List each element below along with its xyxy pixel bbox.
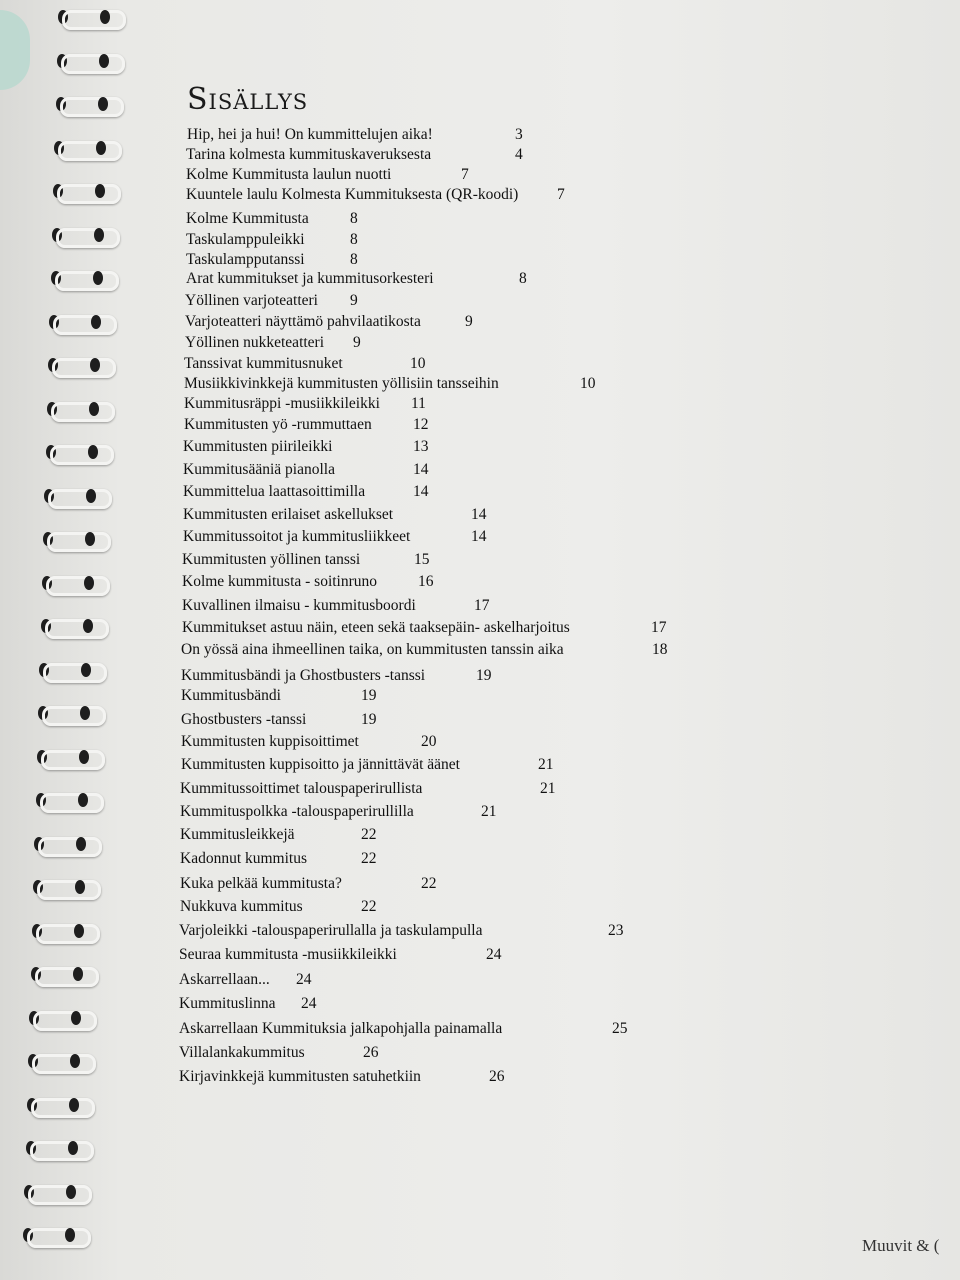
toc-entry-title: Varjoteatteri näyttämö pahvilaatikosta (185, 313, 421, 330)
toc-entry-title: Kummitukset astuu näin, eteen sekä taaksepäin- askelharjoitus (182, 619, 570, 636)
toc-entry-page: 8 (350, 231, 358, 248)
toc-entry (180, 850, 377, 868)
toc-entry-page: 8 (519, 270, 527, 287)
toc-entry (186, 146, 523, 164)
toc-entry (183, 461, 429, 479)
toc-entry-title: Taskulampputanssi (186, 251, 305, 268)
toc-entry-page: 9 (353, 334, 361, 351)
toc-entry-title: Yöllinen varjoteatteri (185, 292, 318, 309)
toc-entry (186, 231, 358, 249)
toc-entry-page: 8 (350, 251, 358, 268)
toc-entry (182, 597, 490, 615)
toc-entry-page: 10 (580, 375, 596, 392)
toc-entry-title: Kuvallinen ilmaisu - kummitusboordi (182, 597, 416, 614)
toc-entry (186, 210, 358, 228)
toc-entry (182, 551, 430, 569)
toc-entry-title: Kolme kummitusta - soitinruno (182, 573, 378, 590)
binding-ring (34, 789, 104, 811)
toc-entry-page: 17 (474, 597, 490, 614)
binding-ring (39, 615, 109, 637)
spiral-binding (0, 0, 130, 1280)
toc-entry-title: Askarrellaan... (179, 971, 270, 988)
toc-entry-title: Kummitussoittimet talouspaperirullista (180, 780, 423, 797)
toc-entry-page: 17 (651, 619, 667, 636)
toc-entry-page: 19 (361, 711, 377, 728)
toc-entry-title: Kummitusääniä pianolla (183, 461, 335, 478)
binding-ring (40, 572, 110, 594)
toc-entry (185, 292, 358, 310)
toc-entry-page: 13 (413, 438, 429, 455)
binding-ring (31, 876, 101, 898)
toc-entry-title: Nukkuva kummitus (180, 898, 303, 915)
binding-ring (37, 659, 107, 681)
toc-entry-title: Kummitusleikkejä (180, 826, 295, 843)
toc-entry-title: Tanssivat kummitusnuket (184, 355, 343, 372)
toc-entry-title: Askarrellaan Kummituksia jalkapohjalla painamalla (179, 1020, 503, 1037)
toc-entry-title: Kummituspolkka -talouspaperirullilla (180, 803, 414, 820)
toc-entry-title: Kummitusten yöllinen tanssi (182, 551, 361, 568)
toc-entry-title: Varjoleikki -talouspaperirullalla ja taskulampulla (179, 922, 483, 939)
toc-entry (183, 438, 429, 456)
toc-entry-title: Kummitusten yö -rummuttaen (184, 416, 372, 433)
toc-entry-title: Kummitusräppi -musiikkileikki (184, 395, 380, 412)
toc-entry-title: Kirjavinkkejä kummitusten satuhetkiin (179, 1068, 421, 1085)
binding-ring (46, 354, 116, 376)
toc-entry (187, 126, 523, 144)
binding-ring (42, 485, 112, 507)
toc-entry (186, 251, 358, 269)
binding-ring (36, 702, 106, 724)
toc-entry-page: 19 (361, 687, 377, 704)
binding-ring (21, 1224, 91, 1246)
toc-entry (184, 416, 429, 434)
toc-entry-page: 14 (471, 528, 487, 545)
toc-entry-page: 22 (421, 875, 437, 892)
toc-entry-title: Kummitusten erilaiset askellukset (183, 506, 394, 523)
toc-entry-title: On yössä aina ihmeellinen taika, on kummitusten tanssin aika (181, 641, 564, 658)
binding-ring (25, 1094, 95, 1116)
toc-entry-title: Kummitusbändi (181, 687, 281, 704)
toc-entry-page: 25 (612, 1020, 628, 1037)
binding-ring (27, 1007, 97, 1029)
toc-entry-page: 15 (414, 551, 430, 568)
toc-entry-title: Arat kummitukset ja kummitusorkesteri (186, 270, 434, 287)
toc-entry-page: 12 (413, 416, 429, 433)
toc-entry-title: Seuraa kummitusta -musiikkileikki (179, 946, 397, 963)
toc-entry-page: 14 (413, 461, 429, 478)
toc-entry-title: Kummituslinna (179, 995, 276, 1012)
toc-entry (186, 270, 527, 288)
toc-entry (182, 573, 434, 591)
toc-entry-title: Kummitusten piirileikki (183, 438, 333, 455)
binding-ring (24, 1137, 94, 1159)
page-footer: Muuvit & ( (862, 1236, 940, 1255)
toc-entry (184, 395, 426, 413)
toc-entry-page: 9 (350, 292, 358, 309)
toc-entry-title: Kummitusten kuppisoitto ja jännittävät äänet (181, 756, 460, 773)
toc-entry-title: Ghostbusters -tanssi (181, 711, 307, 728)
binding-ring (41, 528, 111, 550)
toc-entry (180, 780, 556, 798)
toc-entry-page: 14 (413, 483, 429, 500)
binding-ring (54, 93, 124, 115)
toc-entry (181, 641, 668, 659)
binding-ring (47, 311, 117, 333)
toc-entry-page: 24 (296, 971, 312, 988)
toc-entry-title: Kummitusbändi ja Ghostbusters -tanssi (181, 667, 426, 684)
toc-entry (181, 733, 437, 751)
toc-entry-page: 22 (361, 826, 377, 843)
toc-entry-title: Yöllinen nukketeatteri (185, 334, 325, 351)
toc-entry (186, 186, 565, 204)
toc-entry-page: 4 (515, 146, 523, 163)
binding-ring (29, 963, 99, 985)
toc-entry-page: 3 (515, 126, 523, 143)
toc-entry-page: 21 (538, 756, 554, 773)
toc-entry-page: 26 (489, 1068, 505, 1085)
toc-entry-title: Kadonnut kummitus (180, 850, 308, 867)
toc-entry-page: 18 (652, 641, 668, 658)
toc-entry-title: Taskulamppuleikki (186, 231, 305, 248)
toc-entry (179, 1044, 379, 1062)
toc-entry (185, 334, 361, 352)
toc-entry-page: 24 (486, 946, 502, 963)
binding-ring (50, 224, 120, 246)
toc-entry-title: Hip, hei ja hui! On kummittelujen aika! (187, 126, 433, 143)
binding-ring (26, 1050, 96, 1072)
toc-entry-page: 24 (301, 995, 317, 1012)
toc-entry (180, 875, 437, 893)
toc-entry-page: 22 (361, 898, 377, 915)
toc-entry (183, 483, 429, 501)
toc-entry-page: 8 (350, 210, 358, 227)
toc-heading: Sisällys (187, 82, 309, 117)
toc-entry (179, 971, 312, 989)
toc-entry (182, 619, 667, 637)
toc-entry-page: 14 (471, 506, 487, 523)
toc-entry (180, 826, 377, 844)
toc-entry (186, 166, 469, 184)
toc-entry-title: Kuka pelkää kummitusta? (180, 875, 342, 892)
binding-ring (22, 1181, 92, 1203)
toc-entry-page: 16 (418, 573, 434, 590)
toc-entry (179, 922, 624, 940)
toc-entry-page: 7 (461, 166, 469, 183)
toc-entry (181, 711, 377, 729)
toc-entry-title: Kummitussoitot ja kummitusliikkeet (183, 528, 411, 545)
toc-entry-page: 22 (361, 850, 377, 867)
toc-entry-page: 23 (608, 922, 624, 939)
toc-entry (181, 667, 492, 685)
binding-ring (44, 441, 114, 463)
toc-entry (181, 756, 554, 774)
toc-entry-page: 26 (363, 1044, 379, 1061)
toc-entry (180, 803, 497, 821)
toc-entry-page: 21 (540, 780, 556, 797)
toc-entry-title: Kummitusten kuppisoittimet (181, 733, 359, 750)
binding-ring (45, 398, 115, 420)
binding-ring (56, 6, 126, 28)
toc-entry-title: Villalankakummitus (179, 1044, 305, 1061)
binding-ring (35, 746, 105, 768)
toc-entry-page: 21 (481, 803, 497, 820)
toc-entry (181, 687, 377, 705)
toc-entry-page: 20 (421, 733, 437, 750)
toc-entry-page: 9 (465, 313, 473, 330)
toc-entry-title: Kolme Kummitusta laulun nuotti (186, 166, 392, 183)
binding-ring (52, 137, 122, 159)
toc-entry (180, 898, 377, 916)
toc-entry-page: 19 (476, 667, 492, 684)
toc-entry-page: 10 (410, 355, 426, 372)
toc-entry (184, 355, 426, 373)
toc-entry-title: Musiikkivinkkejä kummitusten yöllisiin tansseihin (184, 375, 499, 392)
toc-entry (183, 528, 487, 546)
toc-entry-title: Kolme Kummitusta (186, 210, 309, 227)
toc-entry (179, 995, 317, 1013)
toc-entry-page: 11 (411, 395, 426, 412)
toc-entry (179, 1020, 628, 1038)
toc-entry (179, 1068, 505, 1086)
binding-ring (32, 833, 102, 855)
toc-entry (184, 375, 596, 393)
toc-entry-title: Kuuntele laulu Kolmesta Kummituksesta (QR-koodi) (186, 186, 519, 203)
toc-entry-page: 7 (557, 186, 565, 203)
toc-entry-title: Tarina kolmesta kummituskaveruksesta (186, 146, 432, 163)
binding-ring (55, 50, 125, 72)
toc-entry (183, 506, 487, 524)
illustration-fragment (0, 10, 30, 90)
toc-entry-title: Kummittelua laattasoittimilla (183, 483, 366, 500)
binding-ring (30, 920, 100, 942)
binding-ring (51, 180, 121, 202)
toc-entry (179, 946, 502, 964)
binding-ring (49, 267, 119, 289)
toc-entry (185, 313, 473, 331)
